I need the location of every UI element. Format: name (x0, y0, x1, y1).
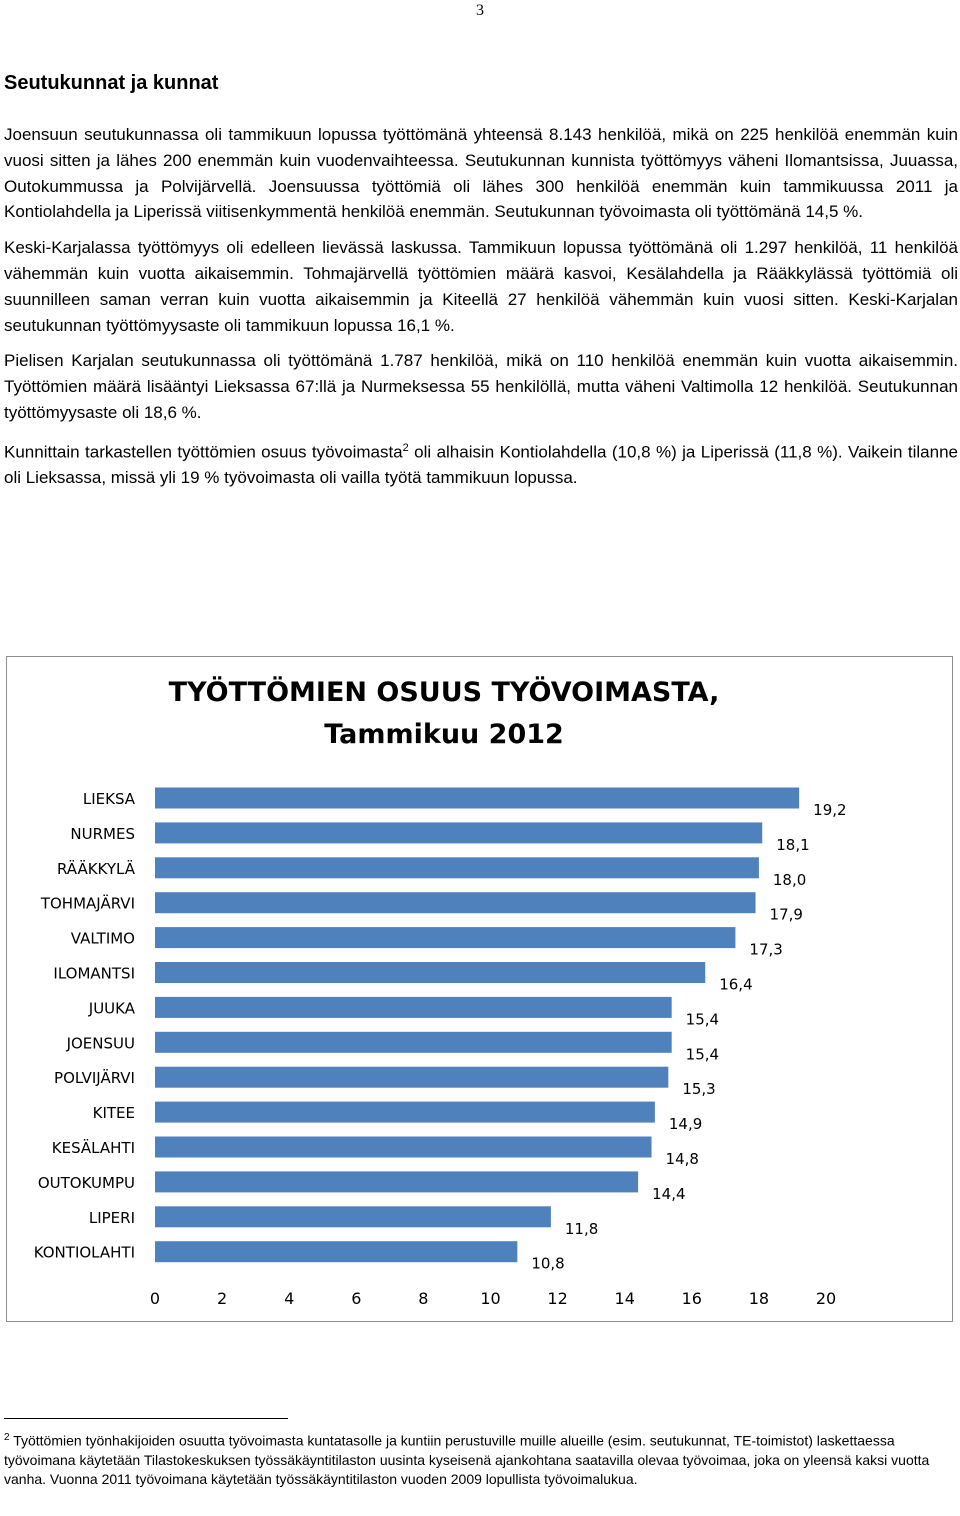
paragraph-keski-karjala: Keski-Karjalassa työttömyys oli edelleen lievässä laskussa. Tammikuun lopussa työttömänä oli 1.297 henkilöä, 11 henkilöä vähemmän kuin vuotta aikaisemmin. Tohmajärvellä työttömien määrä kasvoi, Kesälahdella ja Rääkkylässä työttömiä oli suunnilleen saman verran kuin vuotta aikaisemmin ja Kiteellä 27 henkilöä vähemmän kuin vuosi sitten. Keski-Karjalan seutukunnan työttömyysaste oli tammikuun lopussa 16,1 %. (4, 238, 958, 335)
footnote (4, 1428, 954, 1489)
paragraph-kunnittain (4, 436, 958, 491)
value-label-polvijärvi: 15,3 (682, 1080, 716, 1099)
section-heading: Seutukunnat ja kunnat (4, 72, 219, 94)
value-label-kontiolahti: 10,8 (531, 1254, 565, 1273)
value-label-rääkkylä: 18,0 (772, 870, 807, 889)
unemployment-chart (6, 656, 953, 1322)
bar-juuka (155, 997, 672, 1018)
value-label-liperi: 11,8 (564, 1219, 599, 1238)
footnote-marker: 2 (4, 1432, 10, 1443)
paragraph-pielinen: Pielisen Karjalan seutukunnassa oli työttömänä 1.787 henkilöä, mikä on 110 henkilöä enemmän kuin vuotta aikaisemmin. Työttömien määrä lisääntyi Lieksassa 67:llä ja Nurmeksessa 55 henkilöllä, mutta väheni Valtimolla 12 henkilöä. Seutukunnan työttömyysaste oli 18,6 %. (4, 351, 958, 422)
bar-rääkkylä (155, 857, 759, 878)
body-text (4, 122, 958, 501)
value-label-outokumpu: 14,4 (652, 1184, 686, 1203)
category-label-kontiolahti: KONTIOLAHTI (33, 1243, 135, 1262)
category-label-tohmajärvi: TOHMAJÄRVI (40, 894, 135, 913)
footnote-text: Työttömien työnhakijoiden osuutta työvoimasta kuntatasolle ja kuntiin perustuville muille alueille (esim. seutukunnat, TE-toimistot) laskettaessa työvoimana käytetään Tilastokeskuksen työssäkäyntitilaston uusinta kyseisenä ajankohtana saatavilla olevaa työvoimaa, joka on yleensä kaksi vuotta vanha. Vuonna 2011 työvoimana käytetään työssäkäyntitilaston vuoden 2009 lopullista työvoimalukua. (4, 1432, 930, 1487)
bar-joensuu (155, 1032, 672, 1053)
value-label-valtimo: 17,3 (749, 940, 783, 959)
x-tick-label: 4 (284, 1289, 295, 1308)
x-tick-label: 6 (351, 1289, 362, 1308)
x-tick-label: 8 (418, 1289, 429, 1308)
bar-nurmes (155, 822, 762, 843)
category-label-joensuu: JOENSUU (66, 1034, 135, 1053)
category-label-polvijärvi: POLVIJÄRVI (54, 1069, 135, 1088)
x-tick-label: 10 (480, 1289, 501, 1308)
bar-tohmajärvi (155, 892, 756, 913)
category-label-outokumpu: OUTOKUMPU (37, 1173, 135, 1192)
bar-ilomantsi (155, 962, 705, 983)
footnote-rule (4, 1418, 288, 1419)
x-tick-label: 12 (547, 1289, 568, 1308)
bar-kesälahti (155, 1137, 652, 1158)
bar-kitee (155, 1102, 655, 1123)
page-number: 3 (476, 2, 484, 19)
category-label-kitee: KITEE (92, 1104, 135, 1123)
value-label-tohmajärvi: 17,9 (769, 905, 803, 924)
bar-kontiolahti (155, 1241, 517, 1262)
x-tick-label: 18 (748, 1289, 770, 1308)
category-label-valtimo: VALTIMO (70, 929, 135, 948)
value-label-nurmes: 18,1 (776, 835, 810, 854)
category-label-ilomantsi: ILOMANTSI (53, 964, 135, 983)
value-label-kitee: 14,9 (668, 1115, 703, 1134)
x-tick-label: 16 (681, 1289, 702, 1308)
chart-subtitle: Tammikuu 2012 (324, 719, 564, 750)
x-tick-label: 14 (614, 1289, 635, 1308)
category-label-liperi: LIPERI (88, 1208, 135, 1227)
category-label-juuka: JUUKA (88, 999, 135, 1018)
category-label-kesälahti: KESÄLAHTI (51, 1139, 135, 1157)
value-label-ilomantsi: 16,4 (719, 975, 753, 994)
chart-title: TYÖTTÖMIEN OSUUS TYÖVOIMASTA, (168, 677, 720, 708)
bar-valtimo (155, 927, 735, 948)
category-label-nurmes: NURMES (70, 824, 135, 843)
bar-lieksa (155, 788, 799, 809)
category-label-rääkkylä: RÄÄKKYLÄ (56, 859, 135, 878)
value-label-lieksa: 19,2 (813, 801, 847, 819)
category-label-lieksa: LIEKSA (82, 790, 135, 808)
bar-outokumpu (155, 1171, 638, 1192)
chart-plot (7, 657, 952, 1321)
x-tick-label: 2 (217, 1289, 228, 1308)
value-label-juuka: 15,4 (685, 1010, 720, 1029)
x-tick-label: 20 (815, 1289, 837, 1308)
paragraph-joensuu: Joensuun seutukunnassa oli tammikuun lopussa työttömänä yhteensä 8.143 henkilöä, mikä on 225 henkilöä enemmän kuin vuosi sitten ja lähes 200 enemmän kuin vuodenvaihteessa. Seutukunnan kunnista työttömyys väheni Ilomantsissa, Juuassa, Outokummussa ja Polvijärvellä. Joensuussa työttömiä oli lähes 300 henkilöä enemmän kuin tammikuussa 2011 ja Kontiolahdella ja Liperissä viitisenkymmentä henkilöä enemmän. Seutukunnan työvoimasta oli työttömänä 14,5 %. (4, 125, 958, 222)
value-label-joensuu: 15,4 (685, 1045, 720, 1064)
x-tick-label: 0 (149, 1289, 161, 1308)
paragraph-kunnittain-start: Kunnittain tarkastellen työttömien osuus työvoimasta (4, 442, 403, 462)
value-label-kesälahti: 14,8 (665, 1150, 699, 1168)
bar-liperi (155, 1206, 551, 1227)
bar-polvijärvi (155, 1067, 668, 1088)
paragraph-kunnittain-end: oli alhaisin Kontiolahdella (10,8 %) ja Liperissä (11,8 %). Vaikein tilanne oli Lieksassa, missä yli 19 % työvoimasta oli vailla työtä tammikuun lopussa. (4, 442, 958, 488)
footnote-ref: 2 (402, 441, 409, 454)
